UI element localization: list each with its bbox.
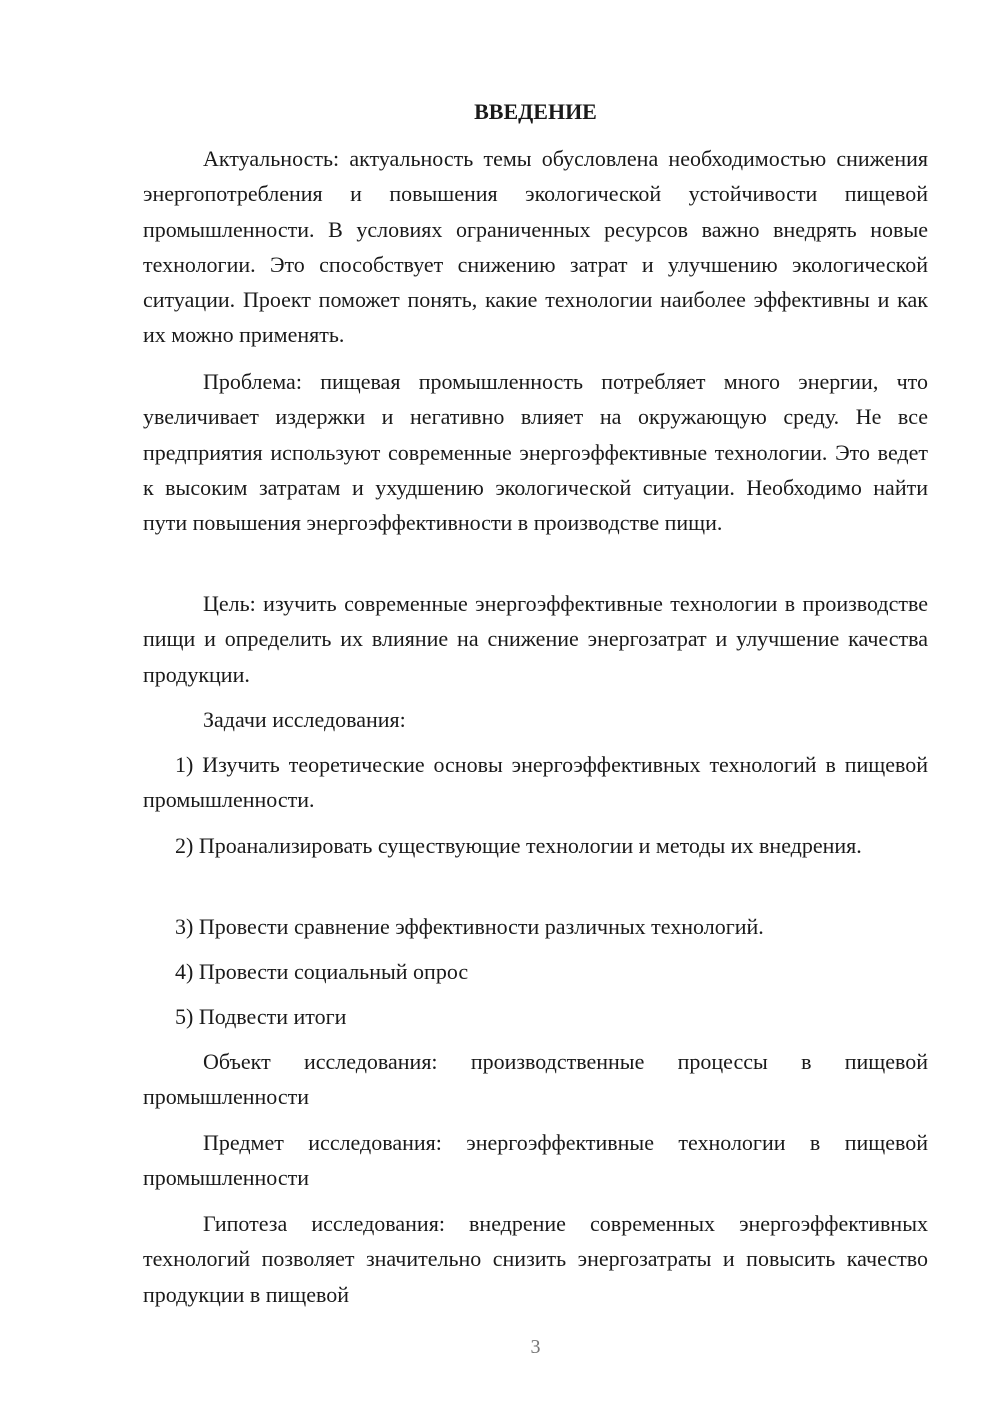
task-item-1: 1) Изучить теоретические основы энергоэффективных технологий в пищевой промышленности. (143, 752, 928, 813)
problem-paragraph: Проблема: пищевая промышленность потребляет много энергии, что увеличивает издержки и негативно влияет на окружающую среду. Не все предприятия используют современные энергоэффективные технологии. Это ведет к высоким затратам и ухудшению экологической ситуации. Необходимо найти пути повышения энергоэффективности в производстве пищи. (143, 369, 928, 536)
relevance-paragraph: Актуальность: актуальность темы обусловлена необходимостью снижения энергопотребления и повышения экологической устойчивости пищевой промышленности. В условиях ограниченных ресурсов важно внедрять новые технологии. Это способствует снижению затрат и улучшению экологической ситуации. Проект поможет понять, какие технологии наиболее эффективны и как их можно применять. (143, 146, 928, 348)
section-heading: ВВЕДЕНИЕ (474, 99, 597, 124)
task-item-4: 4) Провести социальный опрос (175, 959, 469, 984)
page-number: 3 (530, 1336, 541, 1358)
task-item-2: 2) Проанализировать существующие технологии и методы их внедрения. (175, 833, 862, 858)
task-item-3: 3) Провести сравнение эффективности различных технологий. (175, 914, 764, 939)
task-item-5: 5) Подвести итоги (175, 1004, 347, 1029)
hypothesis-paragraph: Гипотеза исследования: внедрение современных энергоэффективных технологий позволяет значительно снизить энергозатраты и повысить качество продукции в пищевой (143, 1211, 928, 1307)
goal-paragraph: Цель: изучить современные энергоэффективные технологии в производстве пищи и определить их влияние на снижение энергозатрат и улучшение качества продукции. (143, 591, 928, 687)
research-subject-paragraph: Предмет исследования: энергоэффективные технологии в пищевой промышленности (143, 1130, 928, 1191)
tasks-heading: Задачи исследования: (203, 707, 406, 732)
research-object-paragraph: Объект исследования: производственные процессы в пищевой промышленности (143, 1049, 928, 1110)
